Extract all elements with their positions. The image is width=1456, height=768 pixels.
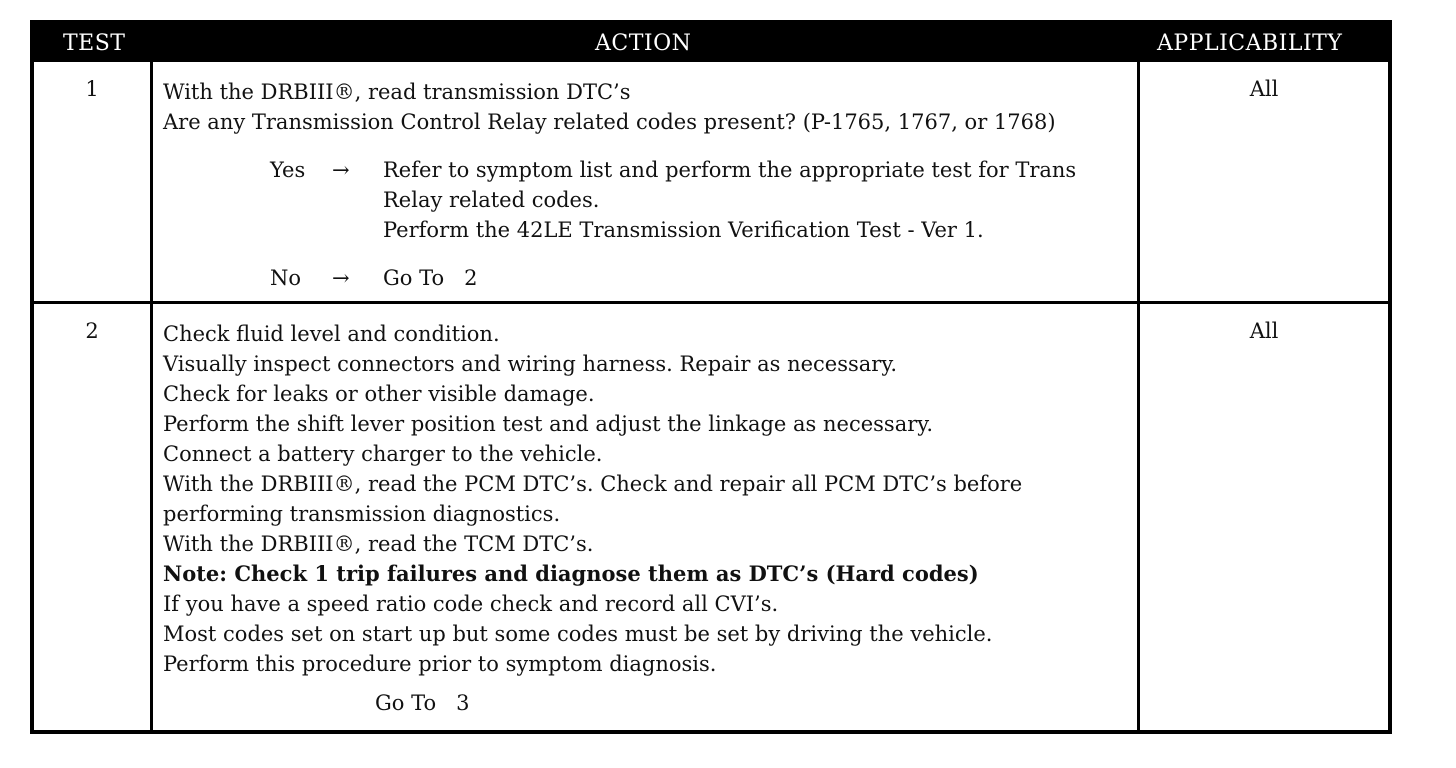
arrow-icon: → [332,158,350,182]
action-cell [153,62,1140,301]
action-line: Check for leaks or other visible damage. [163,382,595,406]
action-cell [153,304,1140,730]
yes-text [383,155,1076,245]
no-label: No [270,266,302,290]
yes-label: Yes [270,158,306,182]
action-line: performing transmission diagnostics. [163,502,561,526]
applicability-cell: All [1249,77,1279,101]
yes-response [163,155,1137,245]
test-number: 2 [34,304,153,730]
action-line: Connect a battery charger to the vehicle. [163,442,603,466]
goto-text: Go To 3 [375,691,470,715]
yes-text-line: Relay related codes. [383,188,600,212]
diagnostic-test-table [30,20,1392,734]
arrow-icon: → [332,266,350,290]
table-row [34,62,1388,304]
header-test: TEST [63,31,126,56]
yes-text-line: Perform the 42LE Transmission Verification Test - Ver 1. [383,218,984,242]
action-line: If you have a speed ratio code check and record all CVI’s. [163,592,779,616]
action-line: With the DRBIII®, read the TCM DTC’s. [163,532,594,556]
action-line: Check fluid level and condition. [163,322,500,346]
header-action: ACTION [595,31,692,56]
action-line: Are any Transmission Control Relay related codes present? (P-1765, 1767, or 1768) [163,110,1056,134]
yes-text-line: Refer to symptom list and perform the appropriate test for Trans [383,158,1077,182]
no-response [163,263,1137,293]
table-header [34,24,1388,62]
action-line: Perform this procedure prior to symptom diagnosis. [163,652,717,676]
header-applicability: APPLICABILITY [1157,31,1343,56]
action-line: Perform the shift lever position test and adjust the linkage as necessary. [163,412,933,436]
action-line: With the DRBIII®, read transmission DTC’s [163,80,631,104]
action-line: Most codes set on start up but some codes must be set by driving the vehicle. [163,622,993,646]
table-row [34,304,1388,730]
applicability-cell: All [1249,319,1279,343]
action-line: With the DRBIII®, read the PCM DTC’s. Check and repair all PCM DTC’s before [163,472,1023,496]
action-line: Visually inspect connectors and wiring harness. Repair as necessary. [163,352,898,376]
note-line: Note: Check 1 trip failures and diagnose them as DTC’s (Hard codes) [163,561,979,586]
no-text: Go To 2 [383,266,478,290]
test-number: 1 [34,62,153,301]
